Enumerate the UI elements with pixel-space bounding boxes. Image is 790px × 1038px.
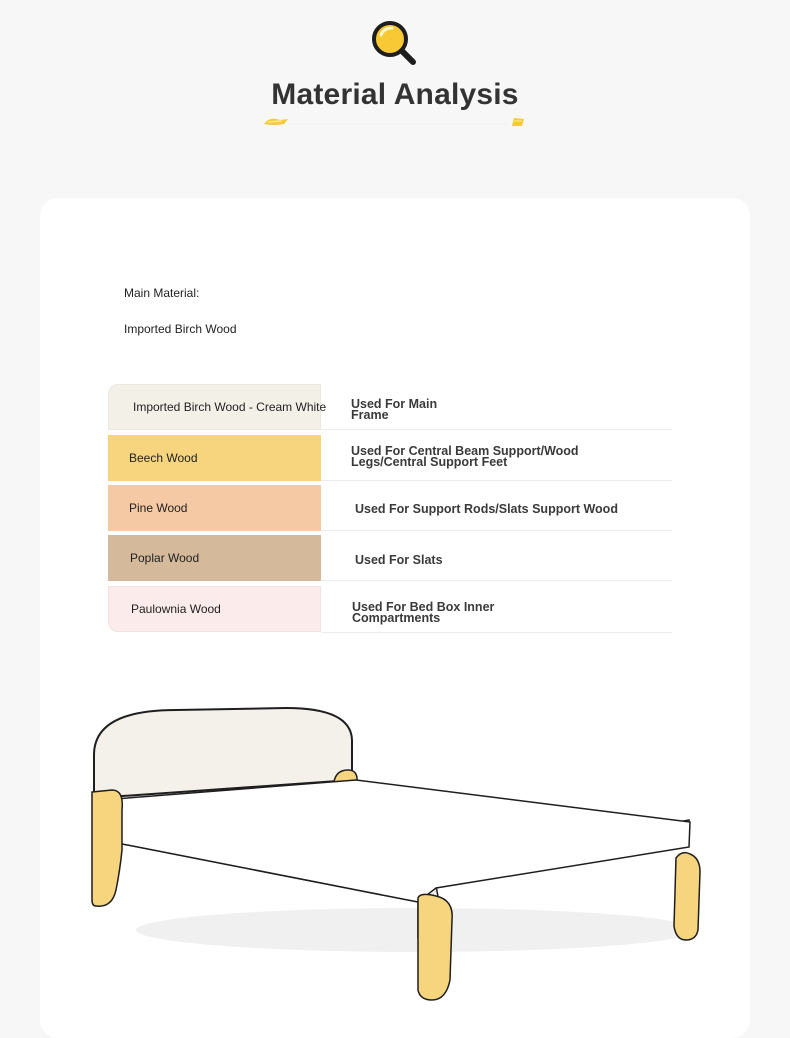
- material-row: [108, 435, 672, 481]
- material-use: Used For Support Rods/Slats Support Wood: [355, 502, 618, 516]
- main-material-value: Imported Birch Wood: [124, 322, 237, 336]
- material-use: Used For Central Beam Support/Wood Legs/Central Support Feet: [351, 444, 579, 469]
- material-name: Beech Wood: [129, 451, 198, 465]
- material-name: Poplar Wood: [130, 551, 200, 565]
- row-divider: [321, 429, 672, 430]
- main-material-label: Main Material:: [124, 286, 200, 300]
- material-swatch: [108, 535, 321, 581]
- material-swatch: [108, 384, 327, 430]
- title-underline-decoration: [258, 112, 530, 132]
- header: [0, 0, 790, 150]
- row-divider: [321, 480, 672, 481]
- material-name: Pine Wood: [129, 501, 188, 515]
- row-divider: [321, 632, 672, 633]
- bed-illustration: [86, 700, 706, 1010]
- material-use: Used For Bed Box Inner Compartments: [352, 600, 495, 625]
- material-use: Used For Slats: [355, 553, 443, 567]
- material-name: Paulownia Wood: [131, 602, 221, 616]
- row-divider: [321, 580, 672, 581]
- material-row: [108, 485, 672, 531]
- material-use: Used For Main Frame: [351, 397, 438, 422]
- material-row: [108, 384, 672, 430]
- material-swatch: [108, 485, 321, 531]
- material-name: Imported Birch Wood - Cream White: [133, 400, 327, 414]
- material-row: [108, 535, 672, 581]
- material-swatch: [108, 586, 321, 632]
- material-swatch: [108, 435, 321, 481]
- material-row: [108, 586, 672, 632]
- page-title: Material Analysis: [271, 78, 519, 111]
- magnifier-icon: [368, 18, 418, 68]
- row-divider: [321, 530, 672, 531]
